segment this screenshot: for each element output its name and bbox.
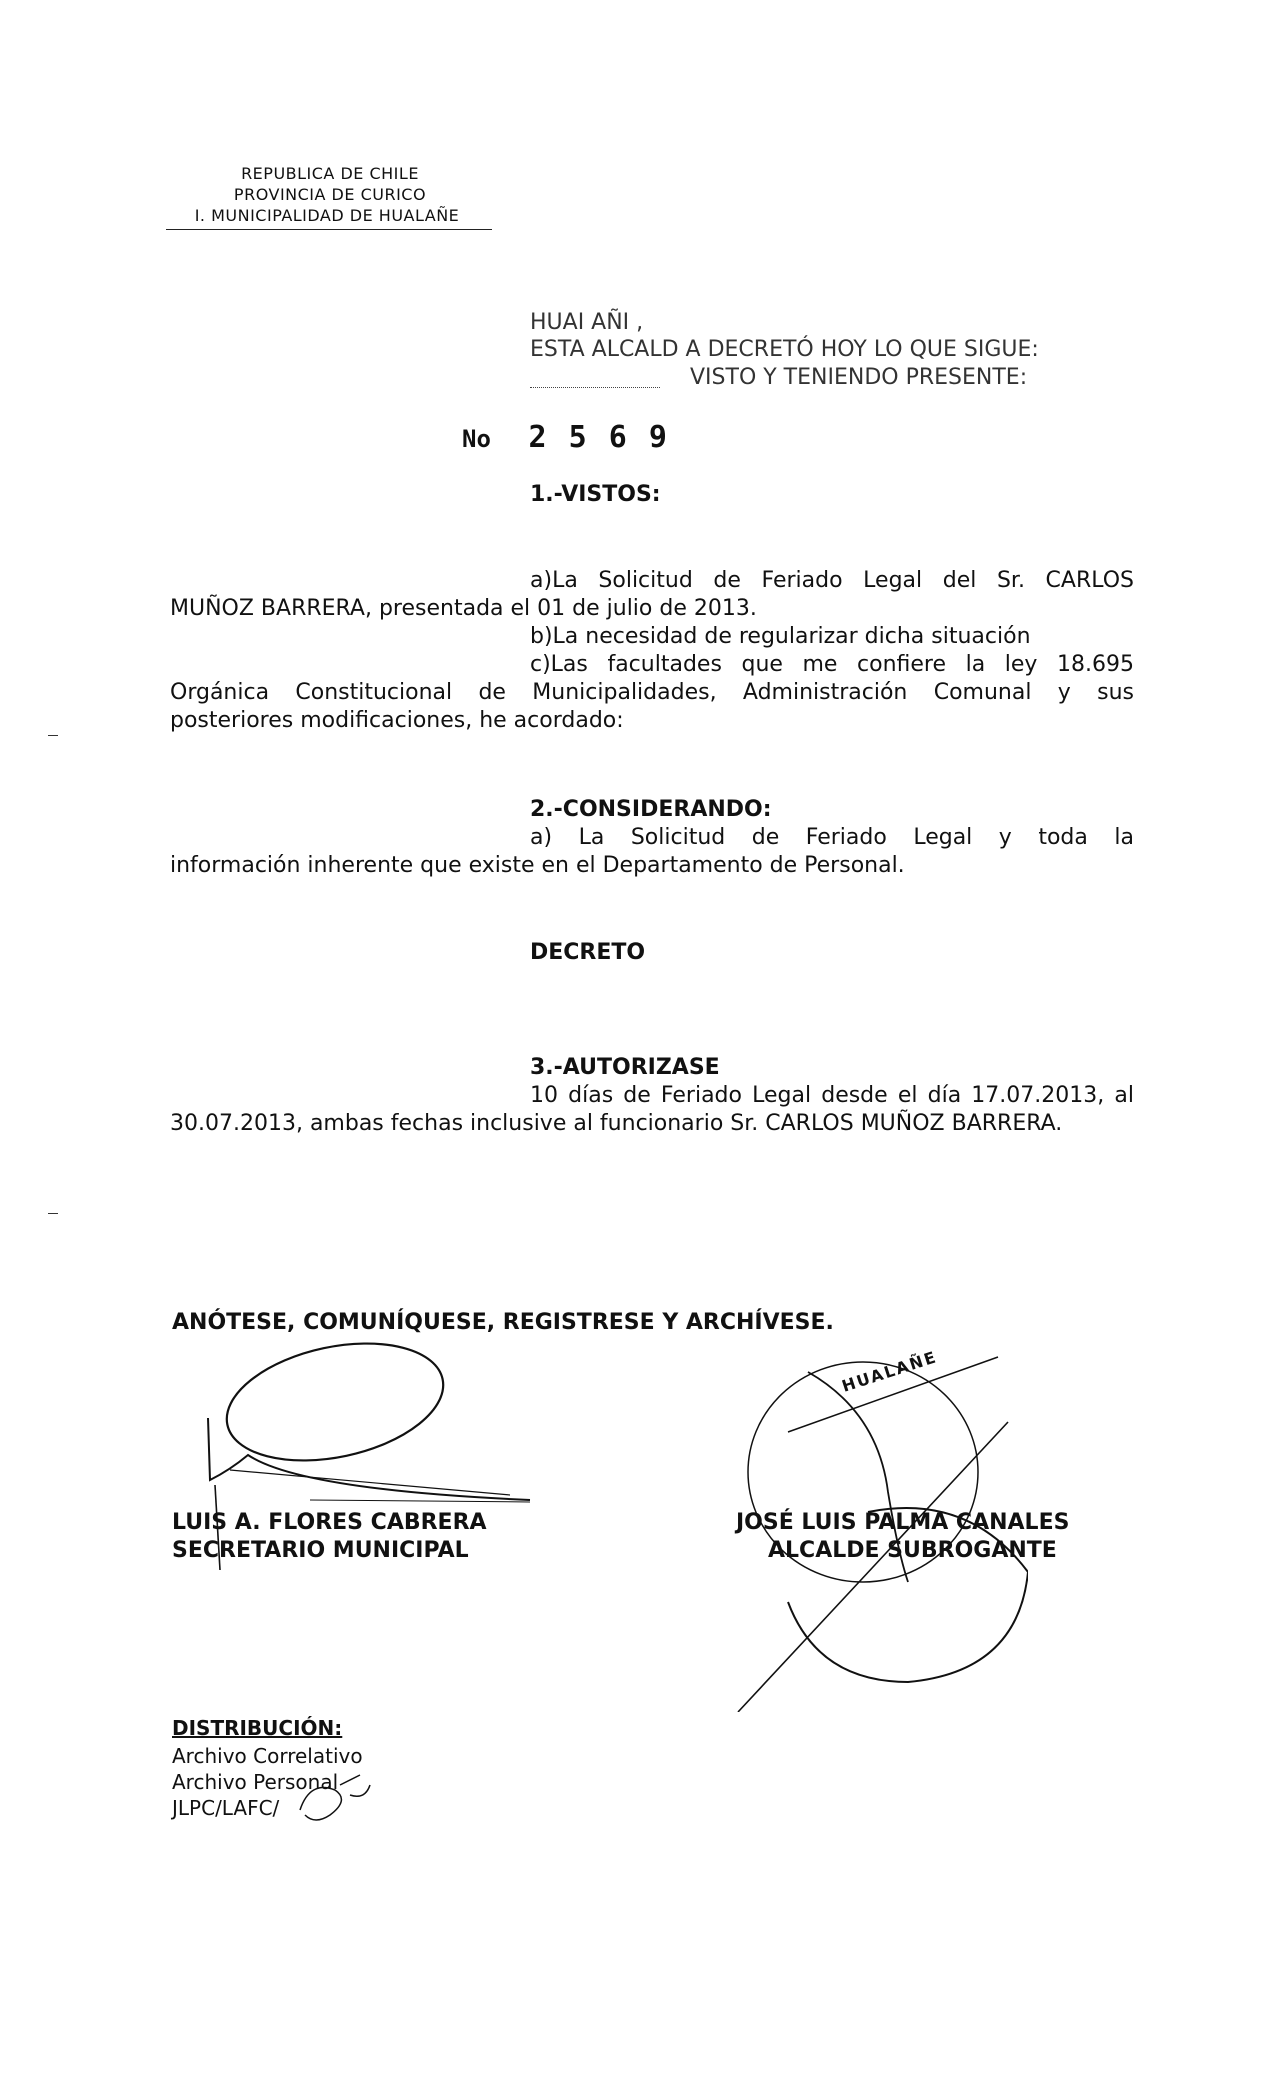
autorizase-heading: 3.-AUTORIZASE bbox=[530, 1055, 720, 1080]
closing-statement: ANÓTESE, COMUNÍQUESE, REGISTRESE Y ARCHÍVESE. bbox=[172, 1310, 834, 1335]
preamble-blank-line bbox=[530, 387, 660, 388]
vistos-b-line: b)La necesidad de regularizar dicha situación bbox=[530, 624, 1031, 649]
autorizase-line2: 30.07.2013, ambas fechas inclusive al funcionario Sr. CARLOS MUÑOZ BARRERA. bbox=[170, 1111, 1063, 1136]
distribucion-item: JLPC/LAFC/ bbox=[172, 1796, 280, 1820]
preamble-decree-line: ESTA ALCALD A DECRETÓ HOY LO QUE SIGUE: bbox=[530, 337, 1039, 362]
seal-text: HUALAÑE bbox=[839, 1347, 940, 1396]
considerando-heading: 2.-CONSIDERANDO: bbox=[530, 797, 772, 822]
distribucion-item: Archivo Personal bbox=[172, 1770, 339, 1794]
margin-mark bbox=[48, 1213, 58, 1214]
distribucion-item: Archivo Correlativo bbox=[172, 1744, 363, 1768]
margin-mark bbox=[48, 735, 58, 736]
decree-number-value: 2 5 6 9 bbox=[528, 420, 669, 455]
preamble-city: HUAI AÑI , bbox=[530, 310, 644, 335]
considerando-a-line1: a) La Solicitud de Feriado Legal y toda la bbox=[530, 825, 1134, 850]
header-line-republica: REPUBLICA DE CHILE bbox=[241, 164, 419, 183]
vistos-c-line3: posteriores modificaciones, he acordado: bbox=[170, 708, 624, 733]
considerando-a-line2: información inherente que existe en el Departamento de Personal. bbox=[170, 853, 905, 878]
vistos-a-line2: MUÑOZ BARRERA, presentada el 01 de julio de 2013. bbox=[170, 596, 757, 621]
preamble-visto-line: VISTO Y TENIENDO PRESENTE: bbox=[690, 365, 1028, 390]
decree-number-prefix: No bbox=[462, 425, 491, 453]
header-line-provincia: PROVINCIA DE CURICO bbox=[233, 185, 427, 204]
decree-number bbox=[462, 420, 669, 455]
vistos-heading: 1.-VISTOS: bbox=[530, 482, 661, 507]
vistos-c-line2: Orgánica Constitucional de Municipalidades, Administración Comunal y sus bbox=[170, 680, 1134, 705]
signature-right-title: ALCALDE SUBROGANTE bbox=[768, 1538, 1057, 1563]
signature-left-name: LUIS A. FLORES CABRERA bbox=[172, 1510, 487, 1535]
initials-scribble bbox=[290, 1770, 380, 1830]
header-underline bbox=[166, 229, 492, 230]
vistos-a-line1: a)La Solicitud de Feriado Legal del Sr. CARLOS bbox=[530, 568, 1134, 593]
header-line-municipalidad: I. MUNICIPALIDAD DE HUALAÑE bbox=[194, 206, 460, 225]
vistos-c-line1: c)Las facultades que me confiere la ley 18.695 bbox=[530, 652, 1134, 677]
signature-left-title: SECRETARIO MUNICIPAL bbox=[172, 1538, 469, 1563]
distribucion-heading: DISTRIBUCIÓN: bbox=[172, 1716, 343, 1740]
autorizase-line1: 10 días de Feriado Legal desde el día 17.07.2013, al bbox=[530, 1083, 1134, 1108]
signature-right-name: JOSÉ LUIS PALMA CANALES bbox=[736, 1510, 1070, 1535]
decreto-heading: DECRETO bbox=[530, 940, 646, 965]
